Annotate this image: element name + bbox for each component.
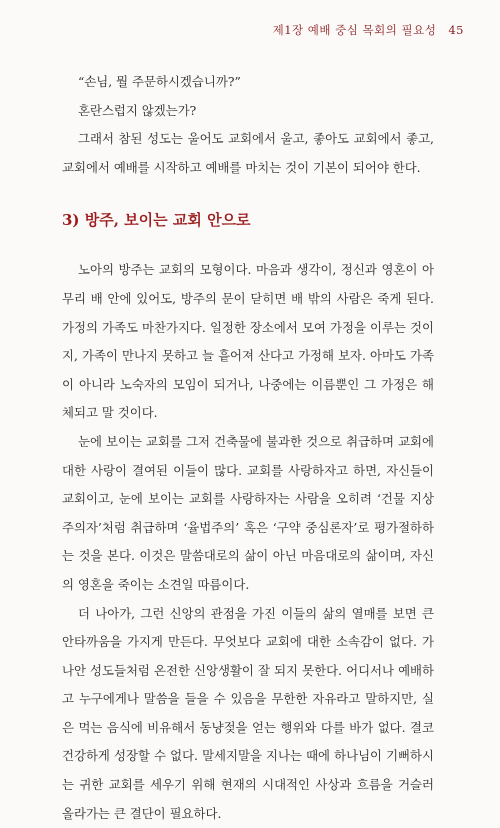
paragraph-consequences: 더 나아가, 그런 신앙의 관점을 가진 이들의 삶의 열매를 보면 큰 안타까움을 가지게 만든다. 무엇보다 교회에 대한 소속감이 없다. 가나안 성도들처럼 온전한 신앙생활이 잘 되지 못한다. 어디서나 예배하고 누구에게나 말씀을 들을 수 있음을 무한한 자유라고 말하지만, 실은 먹는 음식에 비유해서 동냥젖을 얻는 행위와 다를 바가 없다. 결코 건강하게 성장할 수 없다. 말세지말을 지나는 때에 하나님이 기뻐하시는 귀한 교회를 세우기 위해 현재의 시대적인 사상과 흐름을 거슬러 올라가는 큰 결단이 필요하다. xyxy=(62,600,434,828)
dialogue-line: “손님, 뭘 주문하시겠습니까?” xyxy=(62,68,434,97)
paragraph-visible-church: 눈에 보이는 교회를 그저 건축물에 불과한 것으로 취급하며 교회에 대한 사랑이 결여된 이들이 많다. 교회를 사랑하자고 하면, 자신들이 교회이고, 눈에 보이는 교회를 사랑하자는 사람을 오히려 ‘건물 지상주의자’처럼 취급하며 ‘율법주의’ 혹은 ‘구약 중심론자’로 평가절하하는 것을 본다. 이것은 말씀대로의 삶이 아닌 마음대로의 삶이며, 자신의 영혼을 죽이는 소견일 따름이다. xyxy=(62,428,434,600)
page-body xyxy=(62,68,434,828)
paragraph-conclusion: 그래서 참된 성도는 울어도 교회에서 울고, 좋아도 교회에서 좋고, 교회에서 예배를 시작하고 예배를 마치는 것이 기본이 되어야 한다. xyxy=(62,125,434,182)
section-heading: 3) 방주, 보이는 교회 안으로 xyxy=(62,210,434,230)
question-line: 혼란스럽지 않겠는가? xyxy=(62,97,434,126)
running-header xyxy=(273,22,464,38)
paragraph-ark: 노아의 방주는 교회의 모형이다. 마음과 생각이, 정신과 영혼이 아무리 배 안에 있어도, 방주의 문이 닫히면 배 밖의 사람은 죽게 된다. 가정의 가족도 마찬가지다. 일정한 장소에서 모여 가정을 이루는 것이지, 가족이 만나지 못하고 늘 흩어져 산다고 가정해 보자. 아마도 가족이 아니라 노숙자의 모임이 되거나, 나중에는 이름뿐인 그 가정은 해체되고 말 것이다. xyxy=(62,256,434,428)
page-number: 45 xyxy=(448,23,464,37)
chapter-title: 제1장 예배 중심 목회의 필요성 xyxy=(273,22,437,38)
